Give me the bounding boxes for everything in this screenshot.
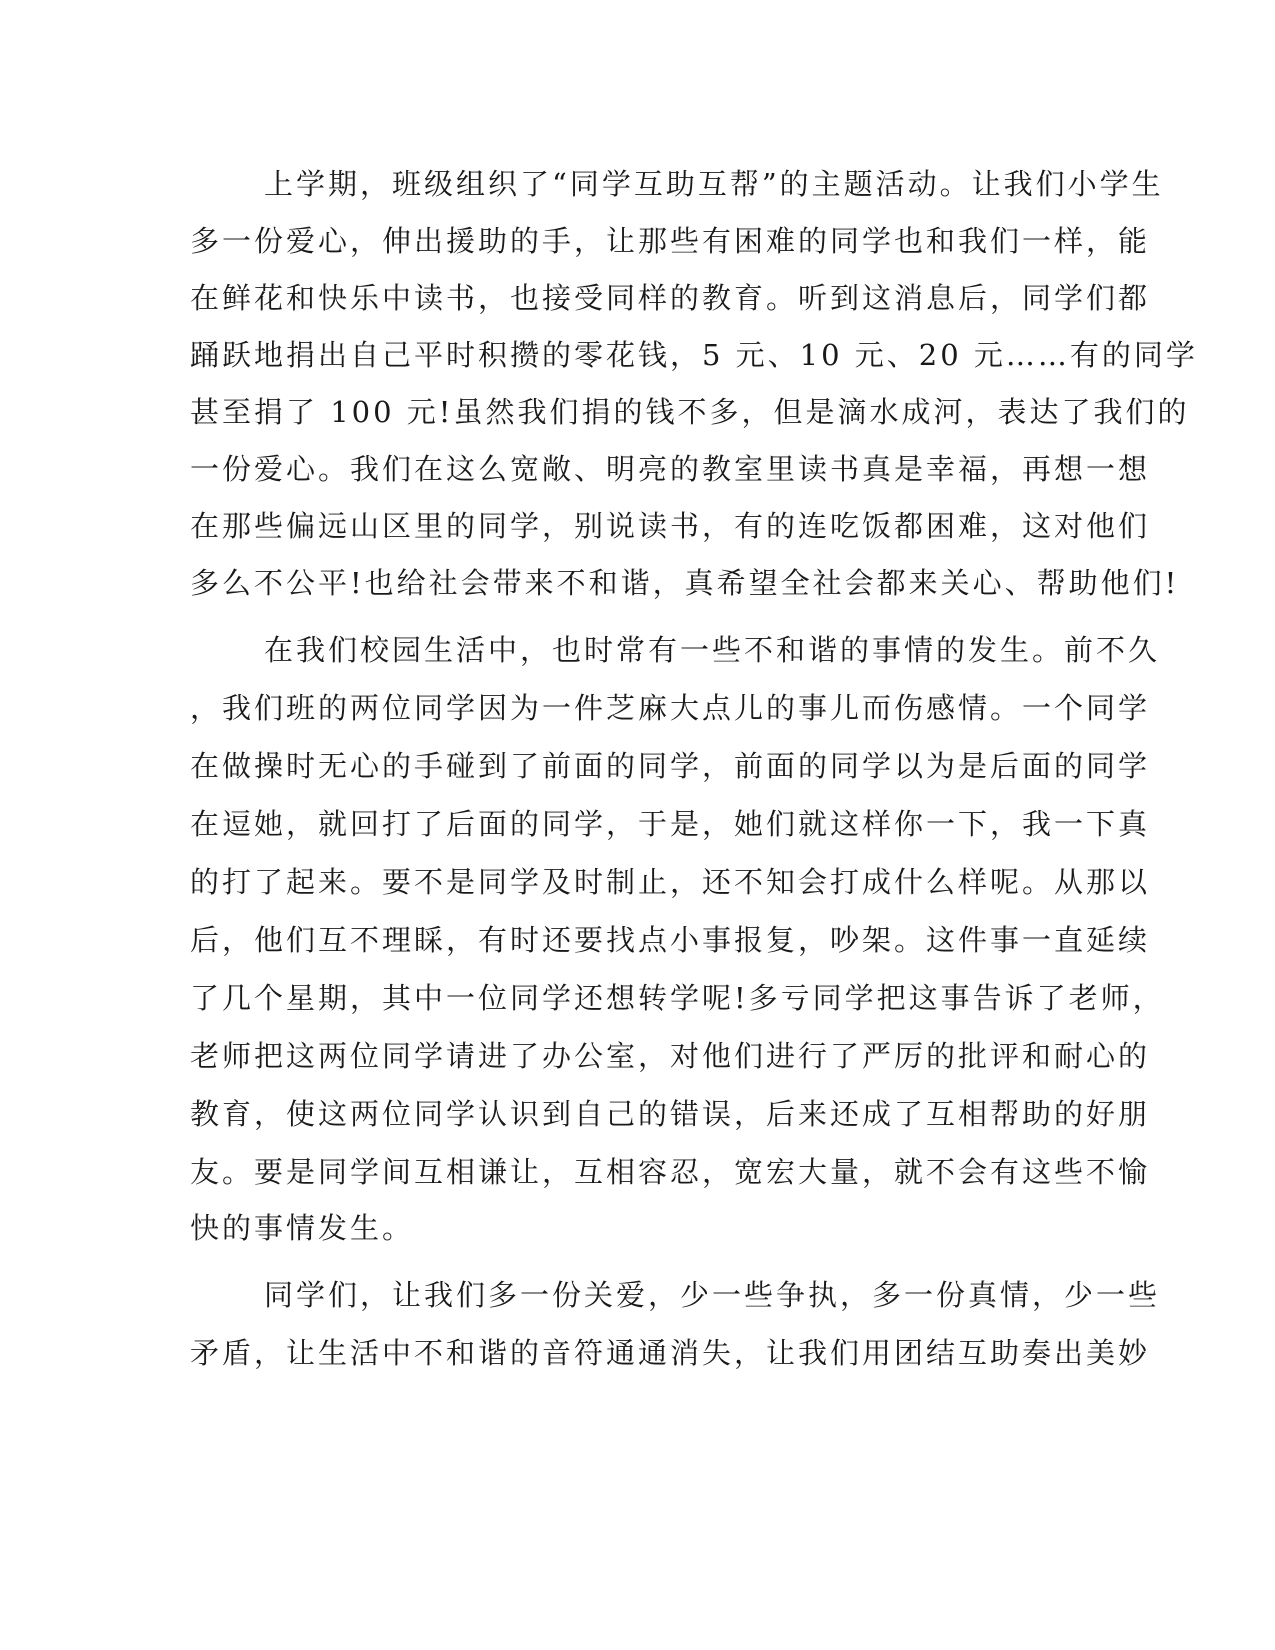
paragraph-1-line-7: 在那些偏远山区里的同学，别说读书，有的连吃饭都困难，这对他们 <box>190 509 1151 543</box>
paragraph-1-line-4: 踊跃地捐出自己平时积攒的零花钱，5 元、10 元、20 元……有的同学 <box>190 338 1198 372</box>
paragraph-2-line-6: 后，他们互不理睬，有时还要找点小事报复，吵架。这件事一直延续 <box>190 923 1151 957</box>
paragraph-1-line-1: 上学期，班级组织了“同学互助互帮”的主题活动。让我们小学生 <box>264 167 1164 201</box>
paragraph-2-line-3: 在做操时无心的手碰到了前面的同学，前面的同学以为是后面的同学 <box>190 749 1151 783</box>
paragraph-1-line-3: 在鲜花和快乐中读书，也接受同样的教育。听到这消息后，同学们都 <box>190 281 1151 315</box>
paragraph-2-line-7: 了几个星期，其中一位同学还想转学呢!多亏同学把这事告诉了老师， <box>190 981 1165 1015</box>
paragraph-3-line-1: 同学们，让我们多一份关爱，少一些争执，多一份真情，少一些 <box>264 1278 1161 1312</box>
paragraph-2-line-2: ，我们班的两位同学因为一件芝麻大点儿的事儿而伤感情。一个同学 <box>190 691 1151 725</box>
paragraph-1-line-8: 多么不公平!也给社会带来不和谐，真希望全社会都来关心、帮助他们! <box>190 566 1180 600</box>
paragraph-1-line-5: 甚至捐了 100 元!虽然我们捐的钱不多，但是滴水成河，表达了我们的 <box>190 395 1190 429</box>
paragraph-2-line-5: 的打了起来。要不是同学及时制止，还不知会打成什么样呢。从那以 <box>190 865 1151 899</box>
paragraph-1-line-6: 一份爱心。我们在这么宽敞、明亮的教室里读书真是幸福，再想一想 <box>190 452 1151 486</box>
paragraph-2-line-8: 老师把这两位同学请进了办公室，对他们进行了严厉的批评和耐心的 <box>190 1039 1151 1073</box>
paragraph-2-line-4: 在逗她，就回打了后面的同学，于是，她们就这样你一下，我一下真 <box>190 807 1151 841</box>
paragraph-3-line-2: 矛盾，让生活中不和谐的音符通通消失，让我们用团结互助奏出美妙 <box>190 1336 1151 1370</box>
paragraph-1-line-2: 多一份爱心，伸出援助的手，让那些有困难的同学也和我们一样，能 <box>190 224 1151 258</box>
paragraph-2-line-11: 快的事情发生。 <box>190 1211 415 1245</box>
paragraph-2-line-10: 友。要是同学间互相谦让，互相容忍，宽宏大量，就不会有这些不愉 <box>190 1155 1151 1189</box>
paragraph-2-line-1: 在我们校园生活中，也时常有一些不和谐的事情的发生。前不久 <box>264 633 1161 667</box>
paragraph-2-line-9: 教育，使这两位同学认识到自己的错误，后来还成了互相帮助的好朋 <box>190 1097 1151 1131</box>
